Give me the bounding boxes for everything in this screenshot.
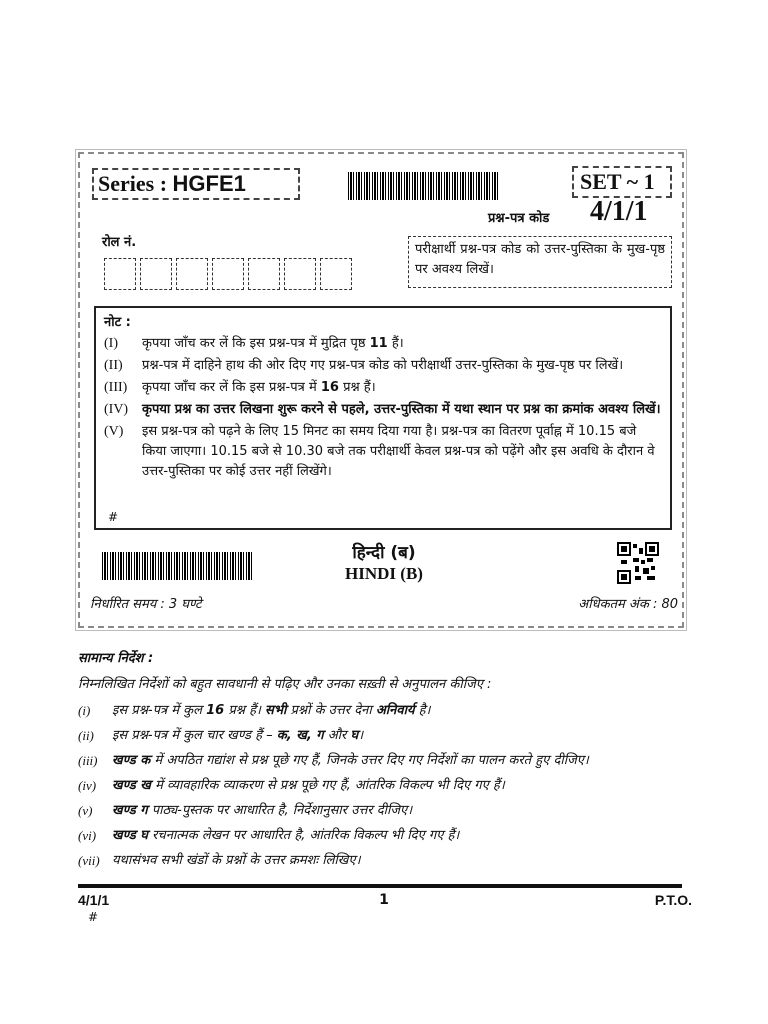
note-number: (IV) — [104, 402, 129, 417]
instruction-number: (ii) — [78, 728, 94, 743]
roll-box[interactable] — [248, 258, 280, 290]
note-text-bold: 16 — [320, 380, 339, 395]
roll-box[interactable] — [104, 258, 136, 290]
instruction-text: खण्ड क में अपठित गद्यांश से प्रश्न पूछे गए हैं, जिनके उत्तर दिए गए निर्देशों का पालन करते हुए दीजिए। — [112, 753, 589, 768]
series-box — [92, 168, 300, 200]
note-item — [104, 378, 662, 398]
roll-box[interactable] — [284, 258, 316, 290]
roll-number-boxes — [104, 258, 356, 290]
note-text: कृपया प्रश्न का उत्तर लिखना शुरू करने से पहले, उत्तर-पुस्तिका में यथा स्थान पर प्रश्न का क्रमांक अवश्य लिखें। — [142, 402, 661, 417]
code-instruction-box: परीक्षार्थी प्रश्न-पत्र कोड को उत्तर-पुस्तिका के मुख-पृष्ठ पर अवश्य लिखें। — [408, 236, 672, 288]
instruction-item — [78, 777, 698, 795]
set-label: SET ~ 1 — [572, 166, 672, 198]
note-number: (I) — [104, 336, 118, 351]
hash-mark: # — [108, 510, 119, 524]
roll-box[interactable] — [176, 258, 208, 290]
instruction-number: (vii) — [78, 853, 100, 868]
instruction-number: (i) — [78, 703, 91, 718]
note-text-part: प्रश्न हैं। — [338, 380, 376, 395]
instruction-text: खण्ड घ रचनात्मक लेखन पर आधारित है, आंतरिक विकल्प भी दिए गए हैं। — [112, 828, 460, 843]
roll-box[interactable] — [140, 258, 172, 290]
time-allowed: निर्धारित समय : 3 घण्टे — [90, 597, 202, 612]
note-text-part: कृपया जाँच कर लें कि इस प्रश्न-पत्र में — [142, 380, 321, 395]
note-text: प्रश्न-पत्र में दाहिने हाथ की ओर दिए गए प्रश्न-पत्र कोड को परीक्षार्थी उत्तर-पुस्तिका के मुख-पृष्ठ पर लिखें। — [142, 358, 624, 373]
barcode-top — [348, 172, 500, 200]
series-code: HGFE1 — [172, 171, 246, 196]
max-marks: अधिकतम अंक : 80 — [578, 597, 678, 612]
instruction-number: (v) — [78, 803, 93, 818]
note-item — [104, 356, 662, 376]
instruction-item — [78, 802, 698, 820]
footer-rule — [78, 884, 682, 888]
footer-hash-mark: # — [88, 910, 99, 924]
note-title: नोट : — [104, 315, 131, 330]
instruction-text: यथासंभव सभी खंडों के प्रश्नों के उत्तर क्रमशः लिखिए। — [112, 853, 361, 868]
subject-hindi: हिन्दी (ब) — [352, 543, 416, 563]
instruction-number: (iv) — [78, 778, 97, 793]
instruction-item — [78, 827, 698, 845]
general-instructions-intro: निम्नलिखित निर्देशों को बहुत सावधानी से पढ़िए और उनका सख़्ती से अनुपालन कीजिए : — [78, 677, 492, 692]
qr-code — [616, 542, 660, 584]
note-number: (V) — [104, 424, 124, 439]
instruction-number: (vi) — [78, 828, 97, 843]
note-box — [94, 306, 672, 530]
instruction-item — [78, 727, 698, 745]
page-number: 1 — [379, 892, 389, 908]
subject-english: HINDI (B) — [345, 564, 423, 583]
general-instructions — [78, 648, 698, 877]
instruction-number: (iii) — [78, 753, 98, 768]
instruction-item — [78, 752, 698, 770]
note-item — [104, 400, 662, 420]
series-label: Series : — [98, 171, 173, 196]
instruction-item — [78, 702, 698, 720]
note-item — [104, 334, 662, 354]
instruction-text: खण्ड ख में व्यावहारिक व्याकरण से प्रश्न पूछे गए हैं, आंतरिक विकल्प भी दिए गए हैं। — [112, 778, 505, 793]
instruction-item — [78, 852, 698, 870]
note-text-part: कृपया जाँच कर लें कि इस प्रश्न-पत्र में मुद्रित पृष्ठ — [142, 336, 370, 351]
instruction-text: खण्ड ग पाठ्य-पुस्तक पर आधारित है, निर्देशानुसार उत्तर दीजिए। — [112, 803, 413, 818]
pto-label: P.T.O. — [654, 892, 692, 908]
footer-code: 4/1/1 — [78, 892, 110, 908]
question-paper-code-label: प्रश्न-पत्र कोड — [488, 211, 550, 226]
note-number: (III) — [104, 380, 128, 395]
general-instructions-title: सामान्य निर्देश : — [78, 651, 154, 666]
note-text-bold: 11 — [369, 336, 388, 351]
note-number: (II) — [104, 358, 123, 373]
roll-number-label: रोल नं. — [102, 235, 137, 250]
instruction-text: इस प्रश्न-पत्र में कुल 16 प्रश्न हैं। सभी प्रश्नों के उत्तर देना अनिवार्य है। — [112, 703, 431, 718]
roll-box[interactable] — [320, 258, 352, 290]
question-paper-code: 4/1/1 — [590, 196, 648, 227]
note-text-part: हैं। — [387, 336, 404, 351]
note-text: इस प्रश्न-पत्र को पढ़ने के लिए 15 मिनट का समय दिया गया है। प्रश्न-पत्र का वितरण पूर्वाह्न में 10.15 बजे किया जाएगा। 10.15 बजे से 10.30 बजे तक परीक्षार्थी केवल प्रश्न-पत्र को पढ़ेंगे और इस अवधि के दौरान वे उत्तर-पुस्तिका पर कोई उत्तर नहीं लिखेंगे। — [142, 424, 655, 479]
note-text — [142, 334, 662, 354]
note-text — [142, 378, 662, 398]
note-item — [104, 422, 662, 482]
roll-box[interactable] — [212, 258, 244, 290]
instruction-text: इस प्रश्न-पत्र में कुल चार खण्ड हैं – क, ख, ग और घ। — [112, 728, 364, 743]
